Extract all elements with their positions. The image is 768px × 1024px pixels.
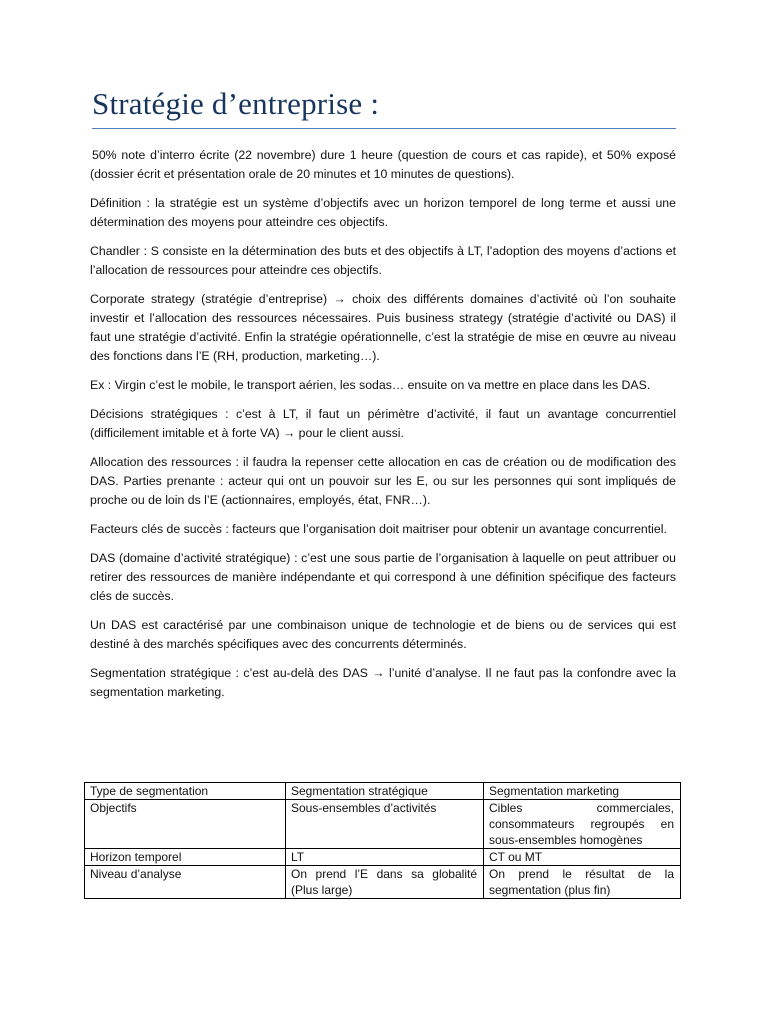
paragraph-strategic-decisions: Décisions stratégiques : c’est à LT, il faut un périmètre d’activité, il faut un avantage concurrentiel (difficilement imitable et à forte VA) → pour le client aussi. [90, 407, 676, 440]
paragraph-example-virgin: Ex : Virgin c’est le mobile, le transport aérien, les sodas… ensuite on va mettre en place dans les DAS. [90, 378, 651, 392]
paragraph-das-characteristics: Un DAS est caractérisé par une combinaison unique de technologie et de biens ou de services qui est destiné à des marchés spécifiques avec des concurrents déterminés. [90, 618, 676, 651]
paragraph-chandler: Chandler : S consiste en la détermination des buts et des objectifs à LT, l’adoption des moyens d’actions et l’allocation de ressources pour atteindre ces objectifs. [90, 244, 676, 277]
table-cell: Niveau d’analyse [85, 866, 286, 899]
title-underline [92, 128, 676, 129]
table-cell: On prend le résultat de la segmentation (plus fin) [484, 866, 681, 899]
paragraph-key-success-factors: Facteurs clés de succès : facteurs que l’organisation doit maitriser pour obtenir un avantage concurrentiel. [90, 522, 667, 536]
table-header-row [85, 783, 681, 800]
table-cell: LT [286, 849, 484, 866]
table-header-cell: Type de segmentation [85, 783, 286, 800]
table-cell: Sous-ensembles d’activités [286, 800, 484, 849]
segmentation-table [84, 782, 681, 899]
table-header-cell: Segmentation stratégique [286, 783, 484, 800]
table-row [85, 849, 681, 866]
table-cell: Cibles commerciales, consommateurs regroupés en sous-ensembles homogènes [484, 800, 681, 849]
table-cell: Horizon temporel [85, 849, 286, 866]
paragraph-corporate-strategy: Corporate strategy (stratégie d’entreprise) → choix des différents domaines d’activité où l’on souhaite investir et l’allocation des ressources nécessaires. Puis business strategy (stratégie d’activité ou DAS) il faut une stratégie d’activité. Enfin la stratégie opérationnelle, c’est la stratégie de mise en œuvre au niveau des fonctions dans l’E (RH, production, marketing…). [90, 292, 676, 363]
paragraph-das-definition: DAS (domaine d’activité stratégique) : c’est une sous partie de l’organisation à laquelle on peut attribuer ou retirer des ressources de manière indépendante et qui correspond à une définition spécifique des facteurs clés de succès. [90, 551, 676, 603]
document-title: Stratégie d’entreprise : [92, 86, 380, 121]
paragraph-resource-allocation: Allocation des ressources : il faudra la repenser cette allocation en cas de création ou de modification des DAS. Parties prenante : acteur qui ont un pouvoir sur les E, ou sur les personnes qui sont impliqués de proche ou de loin ds l’E (actionnaires, employés, état, FNR…). [90, 455, 676, 507]
paragraph-evaluation: 50% note d’interro écrite (22 novembre) dure 1 heure (question de cours et cas rapide), et 50% exposé (dossier écrit et présentation orale de 20 minutes et 10 minutes de questions). [90, 148, 676, 181]
table-row [85, 800, 681, 849]
table-row [85, 866, 681, 899]
table-cell: On prend l’E dans sa globalité (Plus large) [286, 866, 484, 899]
table-cell: CT ou MT [484, 849, 681, 866]
table-header-cell: Segmentation marketing [484, 783, 681, 800]
paragraph-definition: Définition : la stratégie est un système d’objectifs avec un horizon temporel de long terme et aussi une détermination des moyens pour atteindre ces objectifs. [90, 196, 676, 229]
document-body [90, 146, 676, 712]
table-cell: Objectifs [85, 800, 286, 849]
paragraph-strategic-segmentation: Segmentation stratégique : c’est au-delà des DAS → l’unité d’analyse. Il ne faut pas la confondre avec la segmentation marketing. [90, 666, 676, 699]
